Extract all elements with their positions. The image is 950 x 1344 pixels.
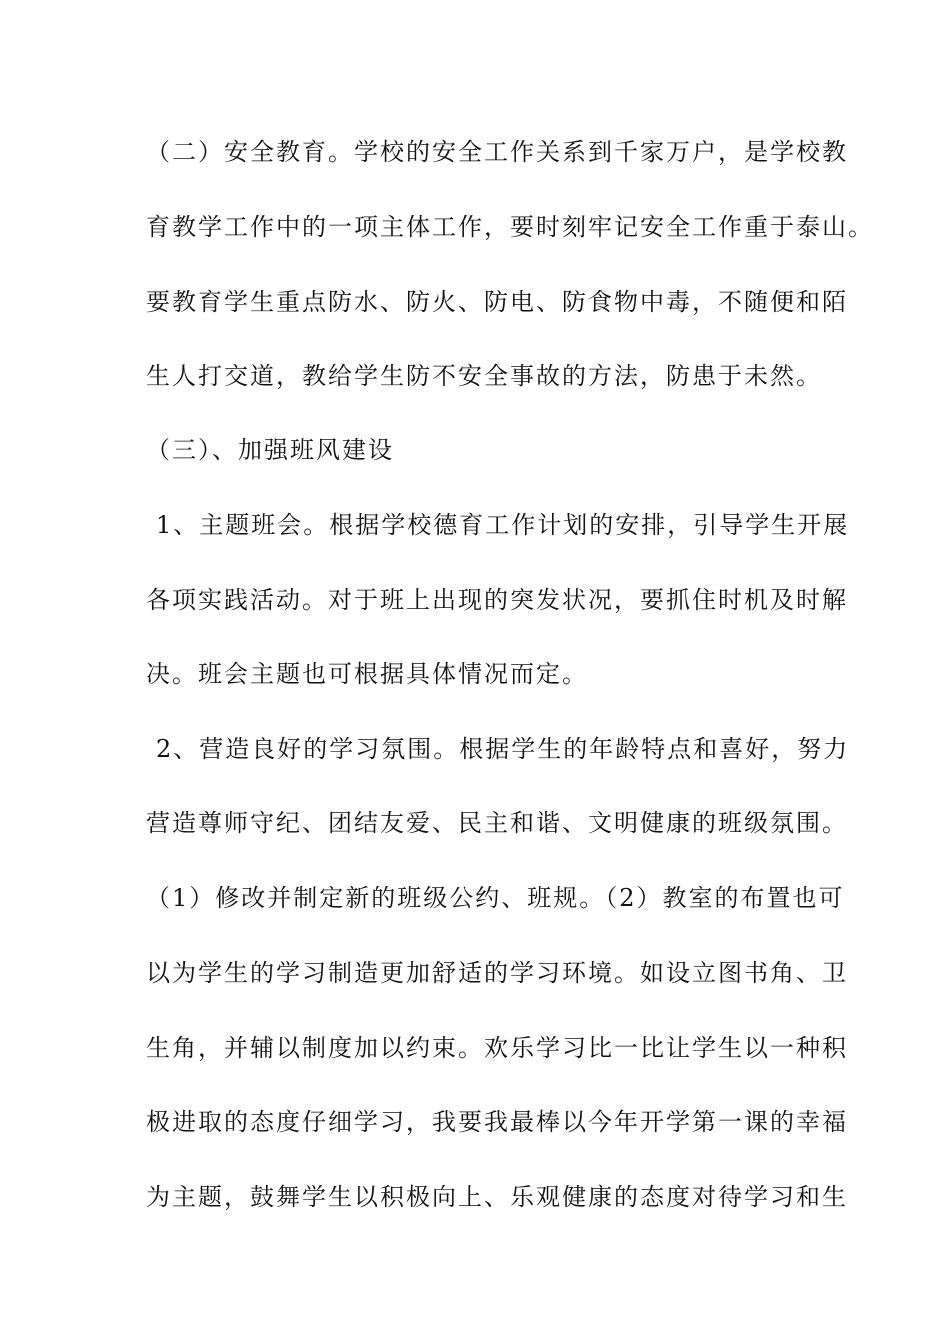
paragraph-line: 2、营造良好的学习氛围。根据学生的年龄特点和喜好，努力 <box>156 735 850 763</box>
paragraph-line: 要教育学生重点防水、防火、防电、防食物中毒，不随便和陌 <box>146 288 848 316</box>
paragraph-line: 极进取的态度仔细学习，我要我最棒以今年开学第一课的幸福 <box>146 1108 848 1136</box>
paragraph-line: 决。班会主题也可根据具体情况而定。 <box>146 660 588 688</box>
paragraph-line: 营造尊师守纪、团结友爱、民主和谐、文明健康的班级氛围。 <box>146 809 848 837</box>
paragraph-line: 生角，并辅以制度加以约束。欢乐学习比一比让学生以一种积 <box>146 1034 848 1062</box>
section-heading: （三）、加强班风建设 <box>146 436 394 464</box>
paragraph-line: （1）修改并制定新的班级公约、班规。（2）教室的布置也可 <box>146 884 845 912</box>
paragraph-line: （二）安全教育。学校的安全工作关系到千家万户，是学校教 <box>146 138 848 166</box>
paragraph-line: 以为学生的学习制造更加舒适的学习环境。如设立图书角、卫 <box>146 959 848 987</box>
paragraph-line: 为主题，鼓舞学生以积极向上、乐观健康的态度对待学习和生 <box>146 1183 848 1211</box>
paragraph-line: 育教学工作中的一项主体工作，要时刻牢记安全工作重于泰山。 <box>146 213 874 241</box>
paragraph-line: 1、主题班会。根据学校德育工作计划的安排，引导学生开展 <box>156 511 850 539</box>
paragraph-line: 各项实践活动。对于班上出现的突发状况，要抓住时机及时解 <box>146 586 848 614</box>
paragraph-line: 生人打交道，教给学生防不安全事故的方法，防患于未然。 <box>146 362 822 390</box>
